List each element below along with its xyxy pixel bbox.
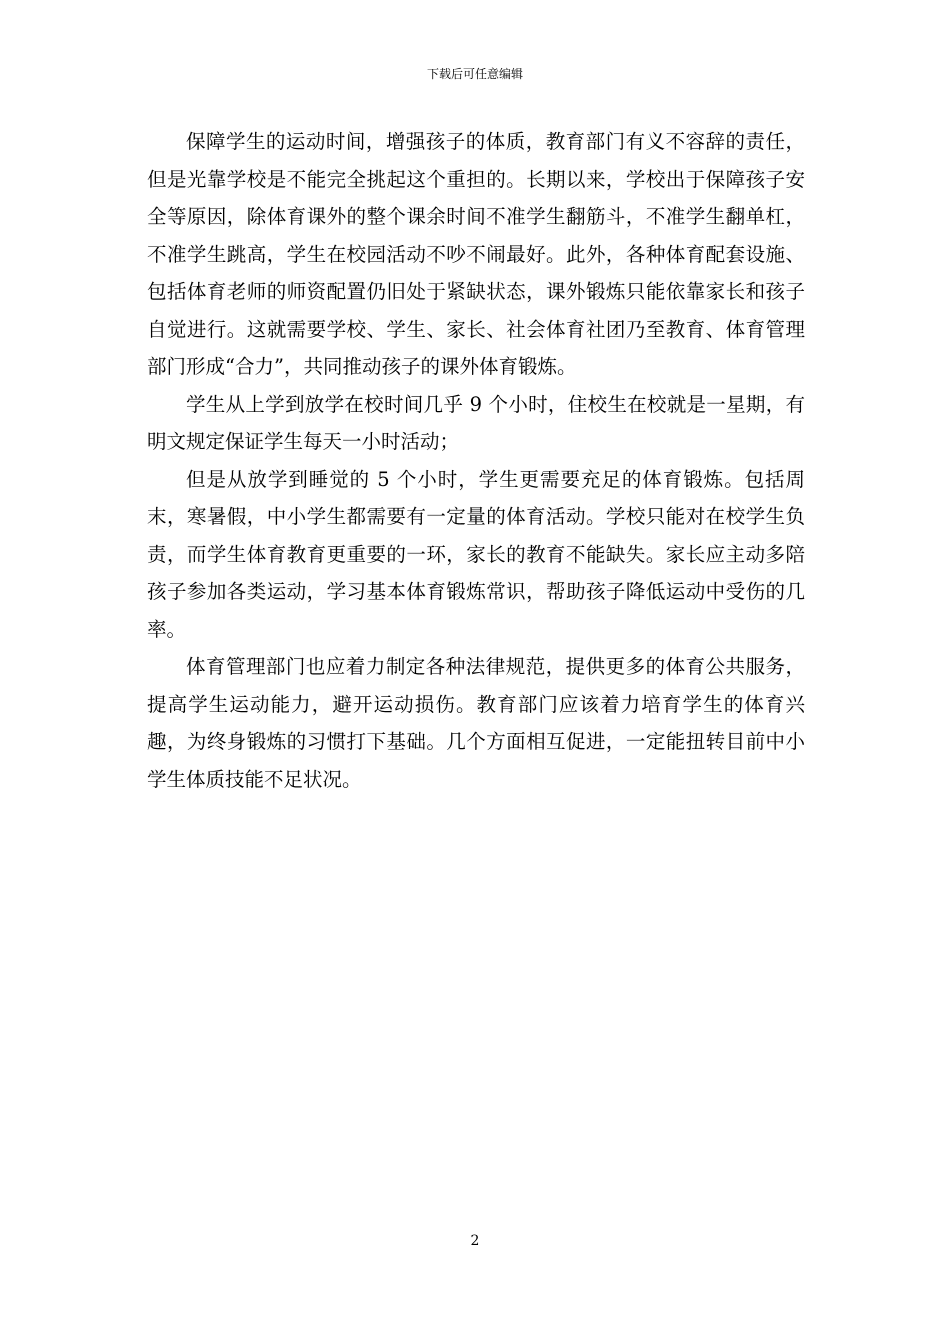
document-body [147, 123, 805, 798]
paragraph-1: 保障学生的运动时间，增强孩子的体质，教育部门有义不容辞的责任，但是光靠学校是不能完全挑起这个重担的。长期以来，学校出于保障孩子安全等原因，除体育课外的整个课余时间不准学生翻筋斗，不准学生翻单杠，不准学生跳高，学生在校园活动不吵不闹最好。此外，各种体育配套设施、包括体育老师的师资配置仍旧处于紧缺状态，课外锻炼只能依靠家长和孩子自觉进行。这就需要学校、学生、家长、社会体育社团乃至教育、体育管理部门形成“合力”，共同推动孩子的课外体育锻炼。 [147, 130, 805, 378]
page-header: 下载后可任意编辑 [426, 67, 523, 81]
paragraph-2: 学生从上学到放学在校时间几乎 9 个小时，住校生在校就是一星期，有明文规定保证学生每天一小时活动； [147, 392, 805, 453]
paragraph-3: 但是从放学到睡觉的 5 个小时，学生更需要充足的体育锻炼。包括周末，寒暑假，中小学生都需要有一定量的体育活动。学校只能对在校学生负责，而学生体育教育更重要的一环，家长的教育不能缺失。家长应主动多陪孩子参加各类运动，学习基本体育锻炼常识，帮助孩子降低运动中受伤的几率。 [147, 467, 805, 641]
page-number: 2 [470, 1233, 480, 1249]
paragraph-4: 体育管理部门也应着力制定各种法律规范，提供更多的体育公共服务，提高学生运动能力，避开运动损伤。教育部门应该着力培育学生的体育兴趣，为终身锻炼的习惯打下基础。几个方面相互促进，一定能扭转目前中小学生体质技能不足状况。 [147, 655, 805, 791]
